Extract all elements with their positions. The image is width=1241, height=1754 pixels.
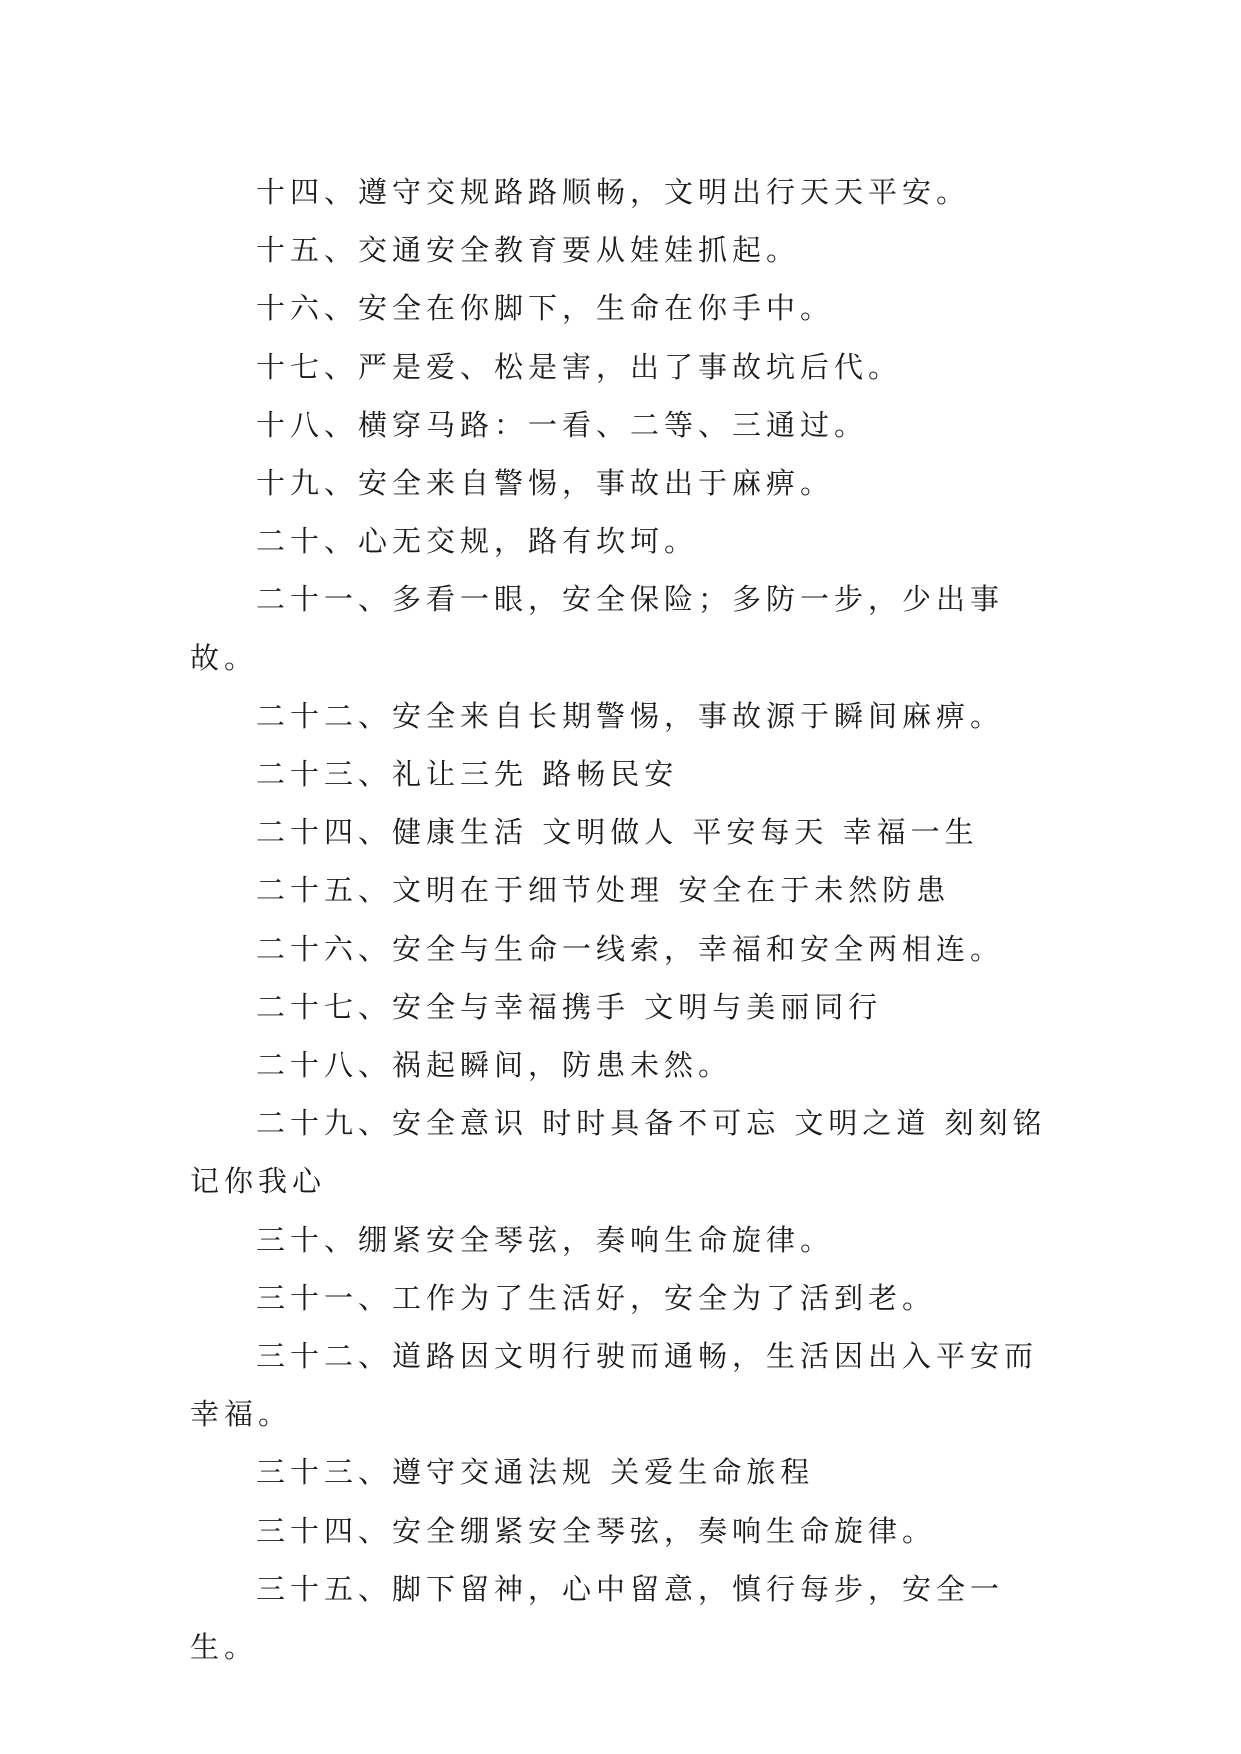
slogan-paragraph: 二十三、礼让三先 路畅民安	[256, 757, 679, 792]
slogan-paragraph: 二十、心无交规，路有坎坷。	[256, 524, 699, 559]
slogan-paragraph: 三十三、遵守交通法规 关爱生命旅程	[256, 1455, 815, 1490]
slogan-paragraph: 二十六、安全与生命一线索，幸福和安全两相连。	[256, 931, 1005, 966]
slogan-paragraph: 二十一、多看一眼，安全保险；多防一步，少出事故。	[190, 582, 1005, 675]
slogan-paragraph: 十八、横穿马路：一看、二等、三通过。	[256, 407, 869, 442]
slogan-paragraph: 十五、交通安全教育要从娃娃抓起。	[256, 233, 801, 268]
slogan-paragraph: 二十二、安全来自长期警惕，事故源于瞬间麻痹。	[256, 698, 1005, 733]
slogan-paragraph: 三十、绷紧安全琴弦，奏响生命旋律。	[256, 1222, 835, 1257]
slogan-paragraph: 十六、安全在你脚下，生命在你手中。	[256, 291, 835, 326]
slogan-paragraph: 十九、安全来自警惕，事故出于麻痹。	[256, 466, 835, 501]
slogan-paragraph: 二十四、健康生活 文明做人 平安每天 幸福一生	[256, 815, 979, 850]
slogan-paragraph: 二十七、安全与幸福携手 文明与美丽同行	[256, 989, 883, 1024]
slogan-paragraph: 十七、严是爱、松是害，出了事故坑后代。	[256, 349, 903, 384]
slogan-paragraph: 二十五、文明在于细节处理 安全在于未然防患	[256, 873, 951, 908]
slogan-paragraph: 二十九、安全意识 时时具备不可忘 文明之道 刻刻铭记你我心	[190, 1106, 1047, 1199]
document-body	[190, 163, 1070, 1676]
slogan-paragraph: 三十五、脚下留神，心中留意，慎行每步，安全一生。	[190, 1571, 1005, 1665]
slogan-paragraph: 二十八、祸起瞬间，防患未然。	[256, 1048, 733, 1083]
slogan-paragraph: 三十二、道路因文明行驶而通畅，生活因出入平安而幸福。	[190, 1339, 1039, 1432]
slogan-paragraph: 十四、遵守交规路路顺畅，文明出行天天平安。	[256, 175, 971, 209]
slogan-paragraph: 三十四、安全绷紧安全琴弦，奏响生命旋律。	[256, 1513, 937, 1548]
slogan-paragraph: 三十一、工作为了生活好，安全为了活到老。	[256, 1280, 937, 1315]
